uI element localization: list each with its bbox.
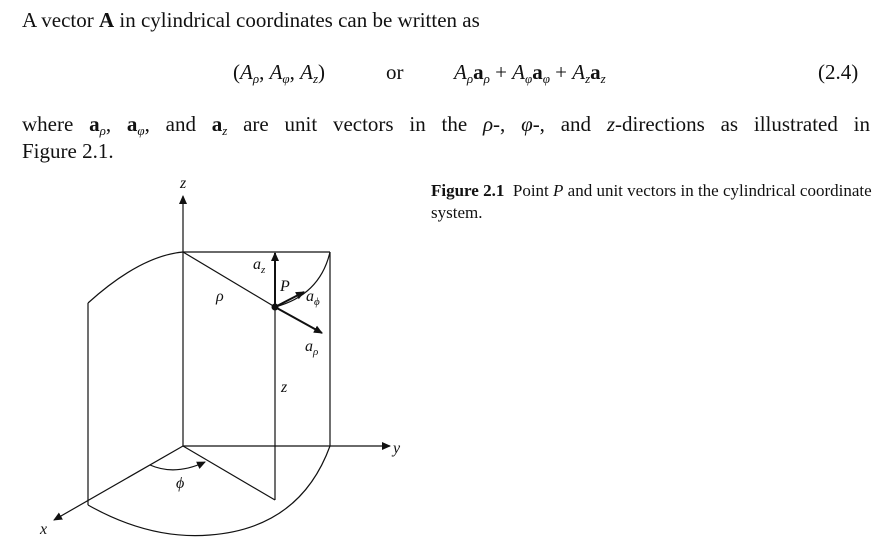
phi-label: ϕ	[176, 475, 185, 492]
a-z-label: $a_z$	[253, 256, 266, 276]
a-rho-label: $a_\rho$	[305, 338, 319, 358]
z-axis-label: z	[180, 175, 187, 192]
phi-angle-arc	[150, 462, 205, 470]
a-phi-label: $a_\phi$	[306, 288, 320, 308]
height-z-label: z	[281, 379, 288, 396]
intro-text: A vector A in cylindrical coordinates can be written as	[22, 8, 480, 32]
x-axis-label: x	[40, 521, 48, 538]
equation-right-sum: $A_\rho a_\rho + A_\varphi a_\varphi + A_za_z$	[454, 60, 606, 86]
point-p-label: P	[280, 278, 290, 295]
y-axis-label: y	[393, 440, 401, 457]
equation-left-tuple: ($A_\rho$, $A_\varphi$, $A_z$)	[233, 60, 325, 86]
point-p-dot	[272, 304, 279, 311]
top-arc	[88, 252, 330, 307]
top-radius-line	[183, 252, 275, 307]
equation-or: or	[386, 60, 404, 84]
cylindrical-coordinates-figure	[0, 170, 430, 557]
a-rho-vector	[275, 307, 322, 333]
figure-caption	[431, 180, 891, 224]
bottom-radius-line	[183, 446, 275, 500]
equation-number: (2.4)	[818, 60, 859, 84]
where-paragraph-line1: where $a_\rho$, $a_\varphi$, and $a_z$ are unit vectors in the ρ-, φ-, and z-directions as illustrated in	[22, 112, 870, 138]
figure-caption-label: Figure 2.1	[431, 181, 505, 200]
rho-label: ρ	[216, 288, 224, 305]
intro-paragraph	[22, 8, 480, 33]
where-paragraph-line2: Figure 2.1.	[22, 139, 114, 163]
x-axis-line	[54, 446, 183, 520]
figure-caption-text: Point P and unit vectors in the cylindrical coordinate system.	[431, 181, 872, 222]
equation-2-4	[0, 60, 893, 90]
bottom-arc	[88, 446, 330, 536]
